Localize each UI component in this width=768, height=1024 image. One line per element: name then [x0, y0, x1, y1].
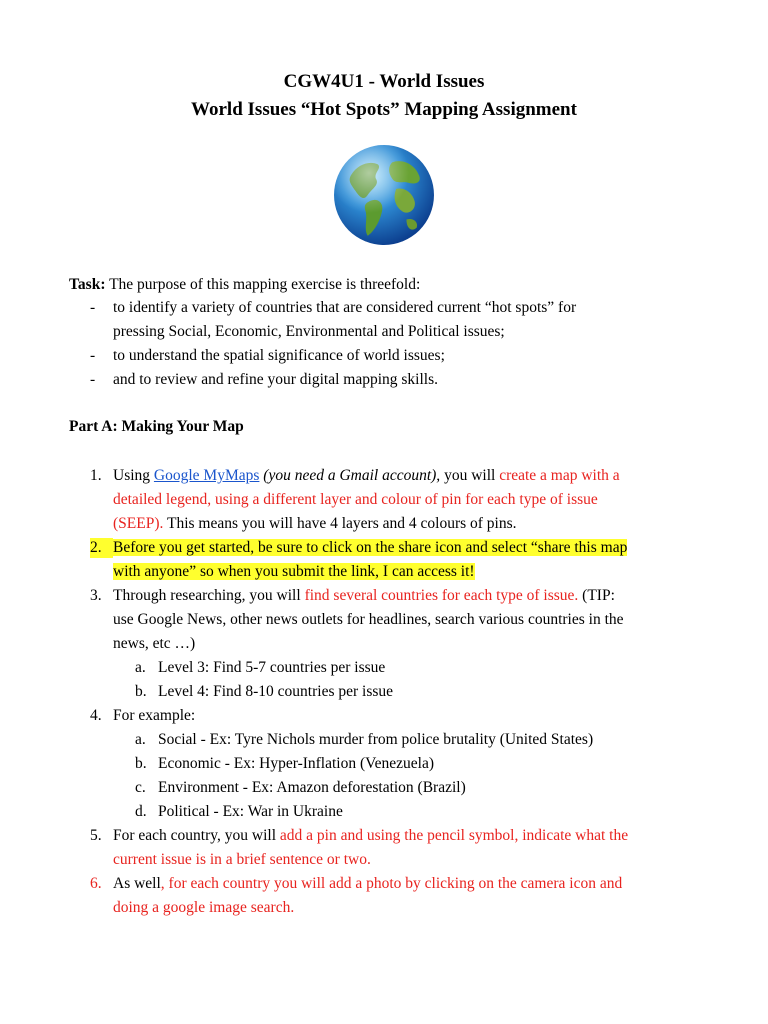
sub-item-text: Level 4: Find 8-10 countries per issue	[158, 683, 394, 700]
sub-item-marker: c.	[135, 779, 146, 796]
task-bullet-2: to understand the spatial significance of world issues;	[113, 347, 445, 364]
task-bullet-marker: -	[90, 299, 96, 316]
item-6-line-1: As well, for each country you will add a photo by clicking on the camera icon and	[113, 875, 623, 892]
item-3-line-2: use Google News, other news outlets for headlines, search various countries in the	[113, 611, 624, 628]
item-number: 5.	[90, 827, 102, 844]
assignment-title: World Issues “Hot Spots” Mapping Assignment	[191, 99, 577, 120]
item-number: 3.	[90, 587, 102, 604]
task-label: Task:	[69, 276, 106, 293]
item-1-line-3: (SEEP). This means you will have 4 layers and 4 colours of pins.	[113, 515, 517, 532]
item-number: 6.	[90, 875, 102, 892]
task-bullet-1-line-2: pressing Social, Economic, Environmental and Political issues;	[113, 323, 505, 340]
item-number: 4.	[90, 707, 102, 724]
sub-item-text: Economic - Ex: Hyper-Inflation (Venezuela)	[158, 755, 434, 772]
sub-item-marker: b.	[135, 755, 147, 772]
sub-item-text: Level 3: Find 5-7 countries per issue	[158, 659, 386, 676]
gmail-note: (you need a Gmail account),	[259, 467, 441, 484]
task-bullet-marker: -	[90, 371, 96, 388]
item-2-line-1: Before you get started, be sure to click on the share icon and select “share this map	[113, 539, 628, 556]
sub-item-text: Social - Ex: Tyre Nichols murder from police brutality (United States)	[158, 731, 594, 748]
course-title: CGW4U1 - World Issues	[283, 71, 485, 92]
item-1-line-2: detailed legend, using a different layer and colour of pin for each type of issue	[113, 491, 598, 508]
sub-item-marker: a.	[135, 731, 146, 748]
sub-item-text: Environment - Ex: Amazon deforestation (Brazil)	[158, 779, 466, 796]
item-5-line-1: For each country, you will add a pin and using the pencil symbol, indicate what the	[113, 827, 629, 844]
sub-item-marker: a.	[135, 659, 146, 676]
task-intro-text: The purpose of this mapping exercise is threefold:	[105, 276, 421, 293]
sub-item-marker: d.	[135, 803, 147, 820]
sub-item-text: Political - Ex: War in Ukraine	[158, 803, 343, 820]
item-4-text: For example:	[113, 707, 196, 724]
item-2-line-2: with anyone” so when you submit the link, I can access it!	[113, 563, 475, 580]
globe-icon	[333, 144, 435, 246]
task-intro	[69, 275, 420, 295]
item-1-line-1: Using Google MyMaps (you need a Gmail account), you will create a map with a	[113, 467, 620, 484]
sub-item-marker: b.	[135, 683, 147, 700]
google-mymaps-link[interactable]: Google MyMaps	[153, 467, 260, 484]
task-bullet-1-line-1: to identify a variety of countries that are considered current “hot spots” for	[113, 299, 577, 316]
item-5-line-2: current issue is in a brief sentence or two.	[113, 851, 371, 868]
item-number: 2.	[90, 538, 113, 558]
task-bullet-3: and to review and refine your digital mapping skills.	[113, 371, 438, 388]
task-bullet-marker: -	[90, 347, 96, 364]
part-a-heading: Part A: Making Your Map	[69, 418, 244, 435]
item-3-line-3: news, etc …)	[113, 635, 196, 652]
item-number: 1.	[90, 467, 102, 484]
item-3-line-1: Through researching, you will find several countries for each type of issue. (TIP:	[113, 587, 615, 604]
item-6-line-2: doing a google image search.	[113, 899, 295, 916]
